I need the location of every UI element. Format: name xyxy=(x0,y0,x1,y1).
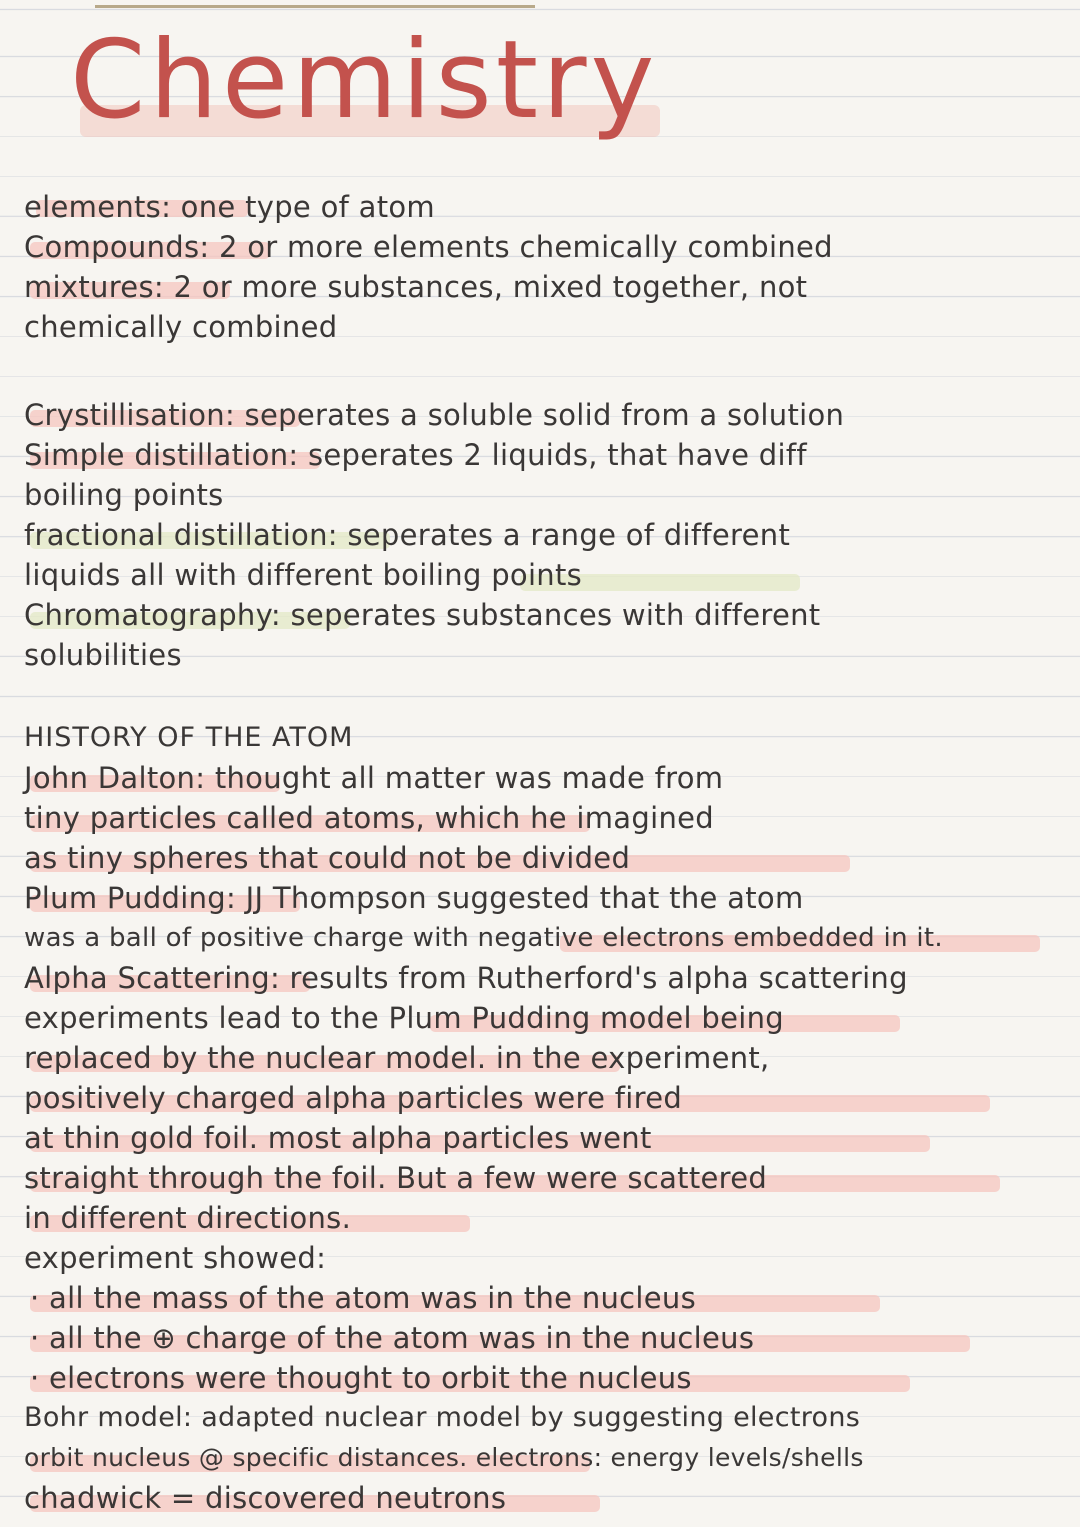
note-line: solubilities xyxy=(24,638,182,672)
note-line: mixtures: 2 or more substances, mixed together, not xyxy=(24,270,808,304)
top-rule xyxy=(95,5,535,8)
note-line: fractional distillation: seperates a range of different xyxy=(24,518,791,552)
note-line: tiny particles called atoms, which he imagined xyxy=(24,801,714,835)
note-line: at thin gold foil. most alpha particles went xyxy=(24,1121,652,1155)
section-heading: HISTORY OF THE ATOM xyxy=(24,722,354,753)
note-line: Alpha Scattering: results from Rutherford's alpha scattering xyxy=(24,961,908,995)
bullet-line: · all the ⊕ charge of the atom was in the nucleus xyxy=(30,1321,755,1355)
note-line: John Dalton: thought all matter was made from xyxy=(24,761,724,795)
note-line: experiment showed: xyxy=(24,1241,327,1275)
note-line: straight through the foil. But a few were scattered xyxy=(24,1161,768,1195)
note-line: positively charged alpha particles were fired xyxy=(24,1081,683,1115)
note-line: Simple distillation: seperates 2 liquids, that have diff xyxy=(24,438,807,472)
note-line: Compounds: 2 or more elements chemically combined xyxy=(24,230,833,264)
note-line: as tiny spheres that could not be divided xyxy=(24,841,631,875)
note-line: Crystillisation: seperates a soluble solid from a solution xyxy=(24,398,845,432)
note-line: Plum Pudding: JJ Thompson suggested that the atom xyxy=(24,881,804,915)
note-line: chadwick = discovered neutrons xyxy=(24,1481,507,1515)
note-line: was a ball of positive charge with negative electrons embedded in it. xyxy=(24,923,943,953)
bullet-line: · electrons were thought to orbit the nucleus xyxy=(30,1361,692,1395)
note-line: chemically combined xyxy=(24,310,338,344)
note-line: boiling points xyxy=(24,478,224,512)
note-line: in different directions. xyxy=(24,1201,352,1235)
note-line: replaced by the nuclear model. in the experiment, xyxy=(24,1041,770,1075)
note-line: orbit nucleus @ specific distances. electrons: energy levels/shells xyxy=(24,1443,864,1472)
note-line: experiments lead to the Plum Pudding model being xyxy=(24,1001,784,1035)
note-line: Chromatography: seperates substances with different xyxy=(24,598,821,632)
note-line: liquids all with different boiling points xyxy=(24,558,583,592)
note-line: elements: one type of atom xyxy=(24,190,435,224)
page-title: Chemistry xyxy=(70,18,659,143)
bullet-line: · all the mass of the atom was in the nucleus xyxy=(30,1281,697,1315)
note-line: Bohr model: adapted nuclear model by suggesting electrons xyxy=(24,1402,861,1433)
